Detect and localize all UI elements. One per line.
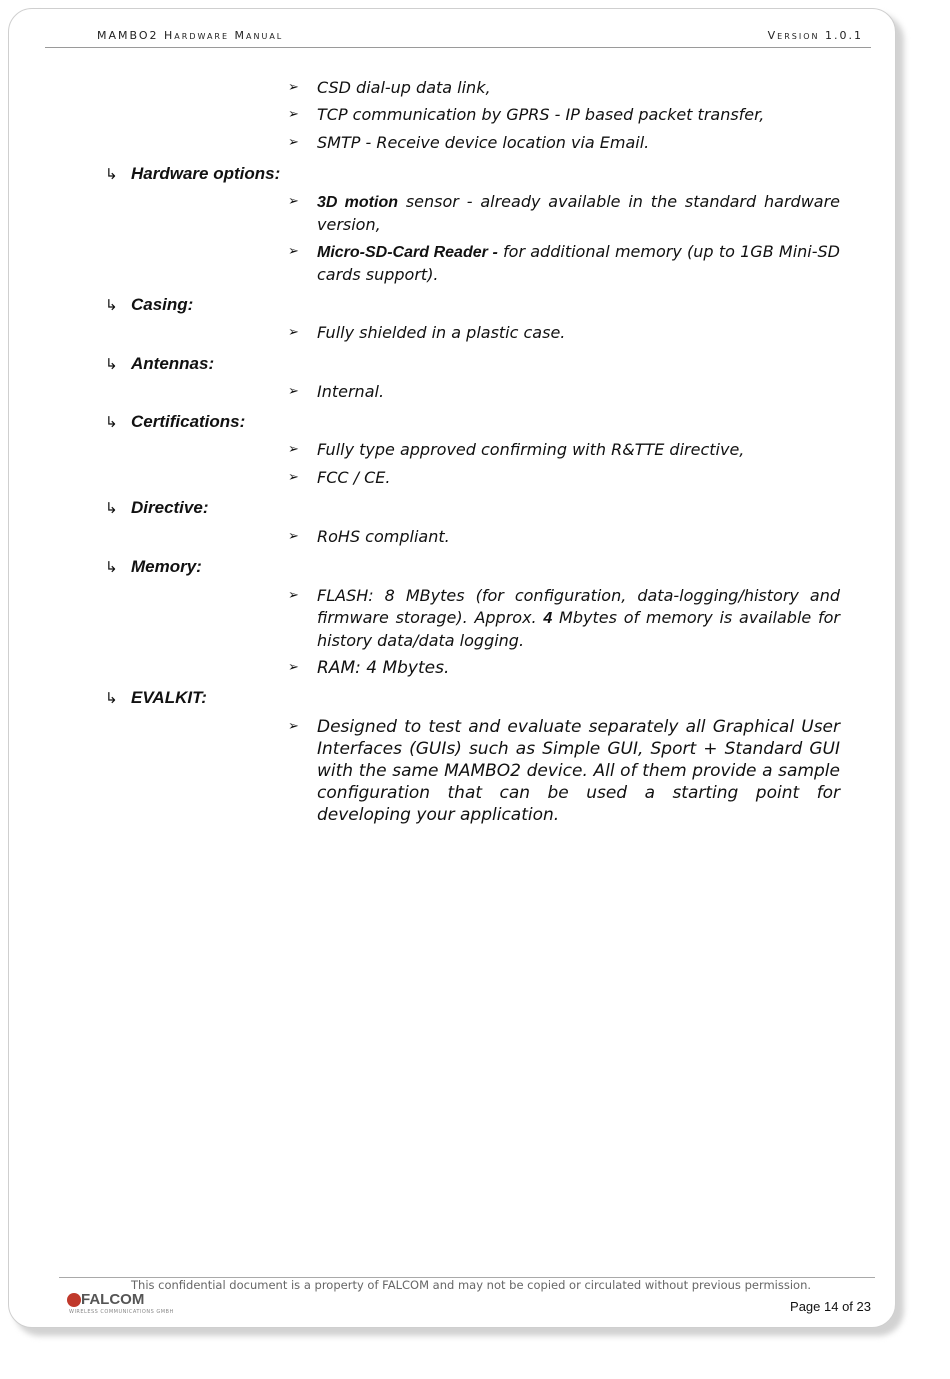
section-arrow-icon: ↳ (105, 296, 118, 314)
logo-subtitle: WIRELESS COMMUNICATIONS GMBH (69, 1309, 174, 1315)
section-title-evalkit: EVALKIT: (131, 688, 207, 707)
page-number: Page 14 of 23 (790, 1299, 871, 1314)
item-rest: for additional memory (up to 1GB Mini-SD cards support). (317, 242, 840, 284)
item-arrow-icon: ➢ (288, 588, 299, 603)
logo-wordmark: FALCOM (81, 1291, 145, 1308)
list-item (317, 585, 840, 652)
list-item (317, 241, 840, 286)
item-bold: Micro-SD-Card Reader - (317, 244, 498, 261)
document-page (8, 8, 896, 1328)
list-item: Designed to test and evaluate separately all Graphical User Interfaces (GUIs) such as Simple GUI, Sport + Standard GUI with the same MAMBO2 device. All of them provide a sample configuration that can be used a starting point for developing your application. (317, 717, 840, 825)
item-arrow-icon: ➢ (288, 135, 299, 150)
list-item: CSD dial-up data link, (317, 78, 491, 97)
list-item: RAM: 4 Mbytes. (317, 658, 450, 678)
section-arrow-icon: ↳ (105, 689, 118, 707)
item-arrow-icon: ➢ (288, 194, 299, 209)
item-arrow-icon: ➢ (288, 660, 299, 675)
list-item: Fully shielded in a plastic case. (317, 323, 566, 342)
falcom-logo (67, 1293, 187, 1317)
list-item: Fully type approved confirming with R&TTE directive, (317, 440, 745, 459)
section-arrow-icon: ↳ (105, 413, 118, 431)
section-title-antennas: Antennas: (131, 354, 215, 373)
list-item: FCC / CE. (317, 468, 391, 487)
section-arrow-icon: ↳ (105, 165, 118, 183)
header-version: Version 1.0.1 (767, 29, 863, 42)
list-item: Internal. (317, 382, 385, 401)
list-item: SMTP - Receive device location via Email. (317, 133, 650, 152)
section-title-casing: Casing: (131, 295, 194, 314)
list-item (317, 191, 840, 236)
item-arrow-icon: ➢ (288, 325, 299, 340)
item-arrow-icon: ➢ (288, 107, 299, 122)
section-title-directive: Directive: (131, 498, 209, 517)
section-title-memory: Memory: (131, 557, 202, 576)
item-arrow-icon: ➢ (288, 719, 299, 734)
item-part: FLASH: 8 MBytes (for configuration, data-logging/history and firmware storage). Approx. (317, 586, 840, 627)
section-arrow-icon: ↳ (105, 355, 118, 373)
section-arrow-icon: ↳ (105, 499, 118, 517)
item-arrow-icon: ➢ (288, 384, 299, 399)
item-part: Mbytes of memory is available for history data/data logging. (317, 608, 841, 650)
list-item: RoHS compliant. (317, 527, 450, 546)
section-arrow-icon: ↳ (105, 558, 118, 576)
item-arrow-icon: ➢ (288, 529, 299, 544)
confidential-note: This confidential document is a property of FALCOM and may not be copied or circulated without previous permission. (131, 1278, 812, 1292)
item-arrow-icon: ➢ (288, 470, 299, 485)
item-rest: sensor - already available in the standard hardware version, (317, 192, 840, 234)
logo-mark-icon (67, 1293, 81, 1307)
item-arrow-icon: ➢ (288, 244, 299, 259)
header-title: MAMBO2 Hardware Manual (97, 29, 284, 42)
item-bold: 3D motion (317, 194, 398, 211)
section-title-certifications: Certifications: (131, 412, 246, 431)
item-arrow-icon: ➢ (288, 80, 299, 95)
item-arrow-icon: ➢ (288, 442, 299, 457)
list-item: TCP communication by GPRS - IP based packet transfer, (317, 105, 765, 124)
page-header (45, 29, 871, 48)
section-title-hardware-options: Hardware options: (131, 164, 281, 183)
item-bold: 4 (543, 610, 553, 627)
